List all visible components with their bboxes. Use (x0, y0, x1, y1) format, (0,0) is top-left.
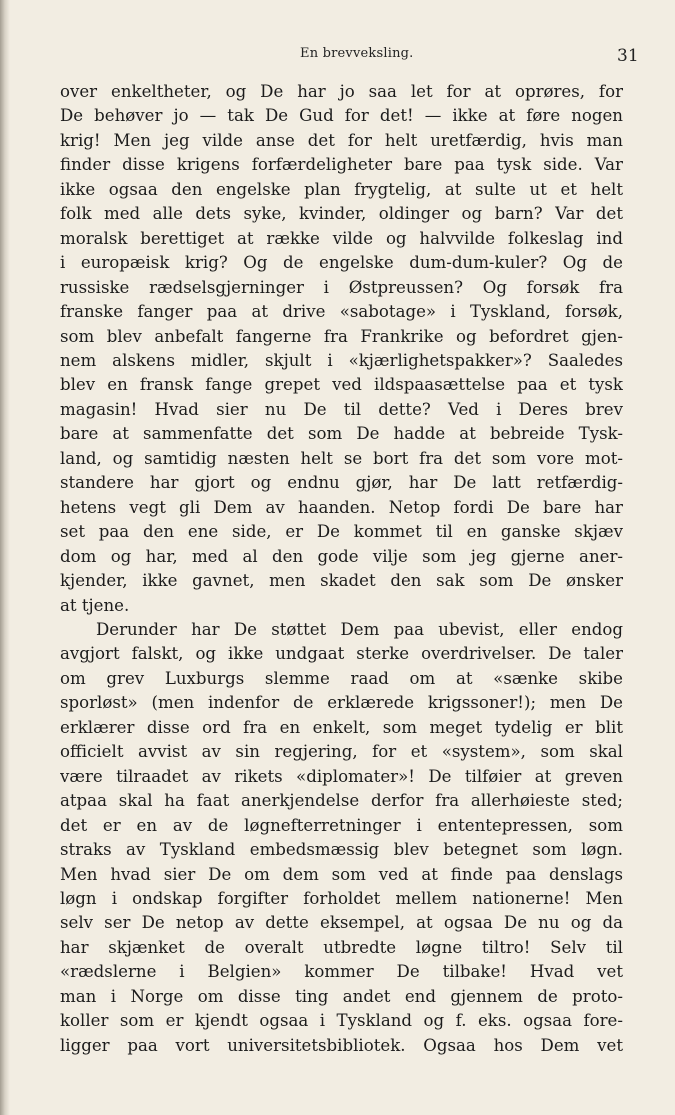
text-line: at tjene. (60, 595, 130, 615)
text-line: De behøver jo — tak De Gud for det! — ikke at føre nogen (60, 106, 623, 126)
running-head (0, 46, 675, 70)
text-line: russiske rædselsgjerninger i Østpreussen? Og forsøk fra (60, 277, 623, 297)
text-line: land, og samtidig næsten helt se bort fra det som vore mot- (60, 448, 623, 468)
text-line: set paa den ene side, er De kommet til en ganske skjæv (60, 522, 623, 542)
body-text (60, 80, 623, 1058)
text-line: avgjort falskt, og ikke undgaat sterke overdrivelser. De taler (60, 644, 623, 664)
text-line: standere har gjort og endnu gjør, har De latt retfærdig- (60, 473, 623, 493)
text-line: erklærer disse ord fra en enkelt, som meget tydelig er blit (60, 717, 623, 737)
text-line: folk med alle dets syke, kvinder, oldinger og barn? Var det (60, 204, 623, 224)
text-line: i europæisk krig? Og de engelske dum-dum-kuler? Og de (60, 253, 623, 273)
text-line: Men hvad sier De om dem som ved at finde paa denslags (60, 864, 623, 884)
text-line: straks av Tyskland embedsmæssig blev betegnet som løgn. (60, 840, 623, 860)
text-line: man i Norge om disse ting andet end gjennem de proto- (60, 986, 623, 1006)
text-line: bare at sammenfatte det som De hadde at bebreide Tysk- (60, 424, 623, 444)
text-line: selv ser De netop av dette eksempel, at ogsaa De nu og da (60, 913, 623, 933)
text-line: har skjænket de overalt utbredte løgne tiltro! Selv til (60, 937, 623, 957)
running-title: En brevveksling. (300, 46, 414, 61)
text-line: som blev anbefalt fangerne fra Frankrike og befordret gjen- (60, 326, 623, 346)
text-line: hetens vegt gli Dem av haanden. Netop fordi De bare har (60, 497, 623, 517)
text-line: blev en fransk fange grepet ved ildspaasættelse paa et tysk (60, 375, 623, 395)
page-number: 31 (617, 46, 639, 66)
text-line: moralsk berettiget at række vilde og halvvilde folkeslag ind (60, 228, 623, 248)
text-line: dom og har, med al den gode vilje som jeg gjerne aner- (60, 546, 623, 566)
text-line: være tilraadet av rikets «diplomater»! De tilføier at greven (60, 766, 623, 786)
text-line: løgn i ondskap forgifter forholdet mellem nationerne! Men (60, 888, 623, 908)
text-line: koller som er kjendt ogsaa i Tyskland og f. eks. ogsaa fore- (60, 1011, 623, 1031)
text-line: «rædslerne i Belgien» kommer De tilbake! Hvad vet (60, 962, 623, 982)
text-line: nem alskens midler, skjult i «kjærlighetspakker»? Saaledes (60, 350, 623, 370)
text-line: det er en av de løgnefterretninger i ententepressen, som (60, 815, 623, 835)
text-line: kjender, ikke gavnet, men skadet den sak som De ønsker (60, 571, 623, 591)
text-line: om grev Luxburgs slemme raad om at «sænke skibe (60, 668, 623, 688)
text-line: officielt avvist av sin regjering, for et «system», som skal (60, 742, 623, 762)
page-binding-shadow (0, 0, 10, 1115)
text-line: magasin! Hvad sier nu De til dette? Ved i Deres brev (60, 399, 623, 419)
text-line: franske fanger paa at drive «sabotage» i Tyskland, forsøk, (60, 302, 623, 322)
text-line: ikke ogsaa den engelske plan frygtelig, at sulte ut et helt (60, 179, 623, 199)
text-line: sporløst» (men indenfor de erklærede krigssoner!); men De (60, 693, 623, 713)
text-line: Derunder har De støttet Dem paa ubevist, eller endog (96, 619, 623, 639)
text-line: finder disse krigens forfærdeligheter bare paa tysk side. Var (60, 155, 623, 175)
text-line: atpaa skal ha faat anerkjendelse derfor fra allerhøieste sted; (60, 791, 623, 811)
text-line: over enkeltheter, og De har jo saa let for at oprøres, for (60, 82, 623, 101)
text-line: krig! Men jeg vilde anse det for helt uretfærdig, hvis man (60, 130, 623, 150)
text-line: ligger paa vort universitetsbibliotek. Ogsaa hos Dem vet (60, 1035, 623, 1055)
